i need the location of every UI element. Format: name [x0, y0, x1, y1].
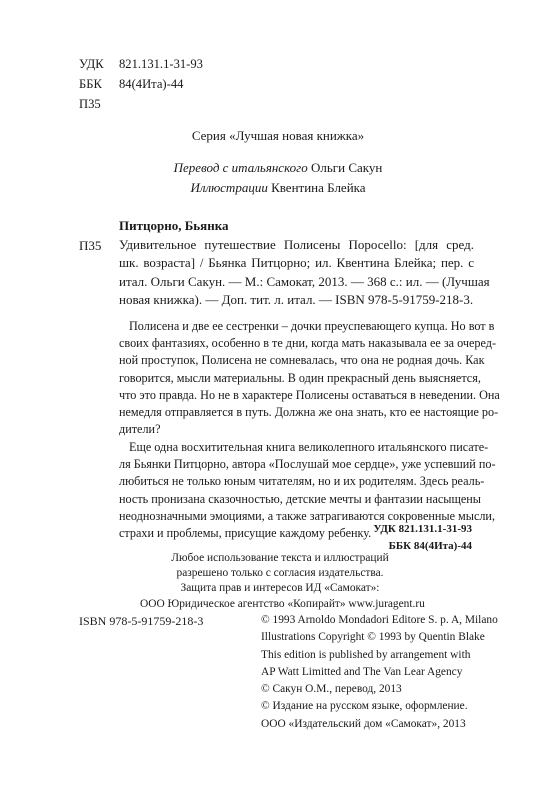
- author-heading: Питцорно, Бьянка: [119, 218, 229, 233]
- annotation-line: Еще одна восхитительная книга великолепного итальянского писате-: [129, 440, 489, 454]
- rights-line: ООО Юридическое агентство «Копирайт» www.juragent.ru: [140, 597, 425, 610]
- copyright-line: ООО «Издательский дом «Самокат», 2013: [261, 717, 466, 730]
- annotation-line: страхи и проблемы, присущие каждому ребенку.: [119, 526, 372, 541]
- rights-notice: [140, 551, 425, 612]
- bib-line: шк. возраста] / Бьянка Питцорно; ил. Квентина Блейка; пер. с: [119, 255, 474, 271]
- bib-mark: П35: [79, 238, 102, 253]
- bib-line: итал. Ольги Сакун. — М.: Самокат, 2013. — 368 с.: ил. — (Лучшая: [119, 273, 490, 289]
- copyright-block: [261, 612, 498, 733]
- copyright-line: Illustrations Copyright © 1993 by Quentin Blake: [261, 631, 485, 644]
- bbk-bold-code: ББК 84(4Ита)-44: [388, 540, 472, 552]
- bib-line: новая книжка). — Доп. тит. л. итал. — ISBN 978-5-91759-218-3.: [119, 291, 474, 307]
- illustration-credit: [0, 180, 556, 196]
- translator-name: Ольги Сакун: [311, 160, 383, 175]
- udk-value: 821.131.1-31-93: [119, 57, 203, 71]
- illustrator-name: Квентина Блейка: [271, 180, 366, 195]
- annotation-line: немедля отправляется в путь. Должна же она знать, кто ее настоящие ро-: [119, 405, 499, 420]
- bib-description: [119, 236, 490, 309]
- copyright-line: AP Watt Limitted and The Van Lear Agency: [261, 665, 463, 678]
- annotation-line: своих фантазиях, особенно в те дни, когда мать наказывала ее за очеред-: [119, 336, 497, 351]
- series-line: Серия «Лучшая новая книжка»: [191, 128, 365, 143]
- rights-line: разрешено только с согласия издательства.: [176, 567, 384, 580]
- annotation-line: ной проступок, Полисена не сомневалась, что она не родная дочь. Как: [119, 353, 485, 368]
- bbk-value: 84(4Ита)-44: [119, 77, 184, 91]
- copyright-line: This edition is published by arrangement with: [261, 648, 471, 661]
- author-mark: П35: [79, 97, 101, 111]
- annotation-paragraph-1: [119, 318, 500, 438]
- copyright-line: © 1993 Arnoldo Mondadori Editore S. p. A, Milano: [261, 614, 498, 626]
- annotation-line: что это правда. Но не в характере Полисены оставаться в неведении. Она: [119, 387, 500, 402]
- udk-label: УДК: [79, 57, 104, 71]
- translation-label: Перевод с итальянского: [173, 160, 308, 175]
- rights-line: Защита прав и интересов ИД «Самокат»:: [180, 582, 380, 595]
- copyright-line: © Сакун О.М., перевод, 2013: [261, 683, 402, 696]
- annotation-line: Полисена и две ее сестренки – дочки преуспевающего купца. Но вот в: [129, 319, 495, 333]
- illustrations-label: Иллюстрации: [190, 180, 268, 195]
- rights-line: Любое использование текста и иллюстраций: [171, 552, 389, 564]
- annotation-line: ность пронизана сказочностью, детские мечты и фантазии насыщены: [119, 491, 481, 506]
- bbk-label: ББК: [79, 77, 102, 91]
- annotation-line: говорится, мысли материальны. В один прекрасный день выясняется,: [119, 370, 481, 385]
- udk-bold-code: УДК 821.131.1-31-93: [373, 523, 472, 535]
- copyright-line: © Издание на русском языке, оформление.: [261, 700, 468, 713]
- annotation-line: ля Бьянки Питцорно, автора «Послушай мое сердце», уже успевший по-: [119, 457, 496, 472]
- translation-credit: [0, 160, 556, 176]
- annotation-line: дители?: [119, 422, 161, 437]
- isbn: ISBN 978-5-91759-218-3: [79, 614, 204, 628]
- bib-line: Удивительное путешествие Полисены Поросello: [для сред.: [119, 237, 474, 252]
- annotation-line: любиться не только юным читателям, но и их родителям. Здесь реаль-: [119, 474, 485, 489]
- annotation-line: неоднозначными эмоциями, а также затрагиваются сокровенные мысли,: [119, 508, 496, 523]
